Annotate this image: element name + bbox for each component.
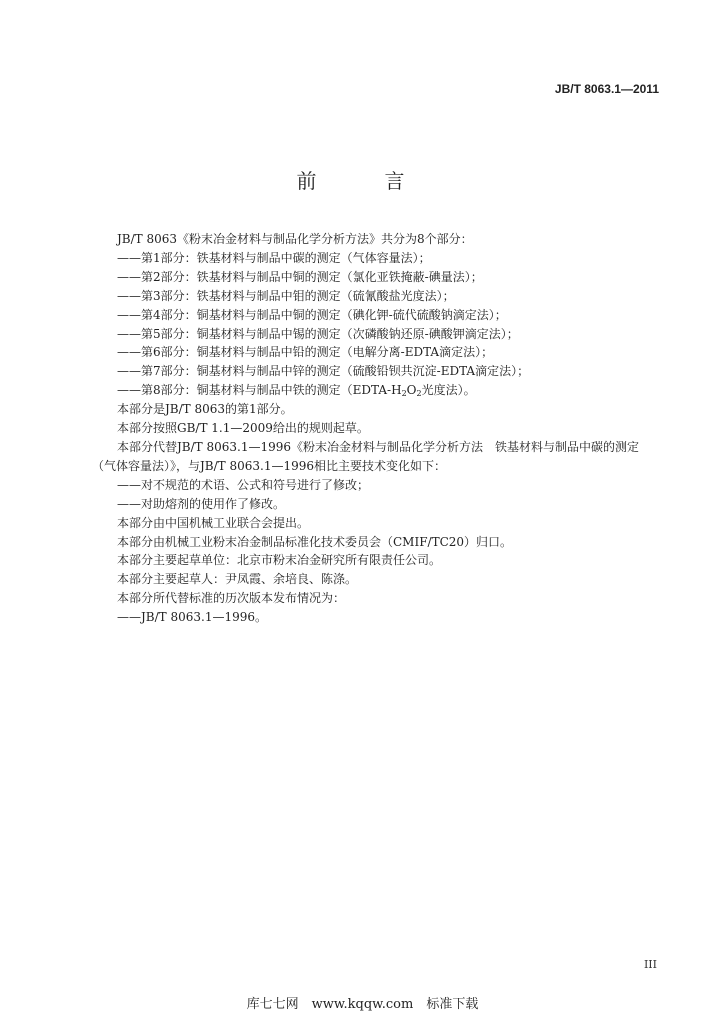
drafting-unit-statement: 本部分主要起草单位：北京市粉末冶金研究所有限责任公司。: [117, 553, 442, 568]
part-line-8: [106, 381, 666, 400]
part-line-3: ——第3部分：铁基材料与制品中钼的测定（硫氰酸盐光度法）；: [117, 288, 455, 303]
standard-code: JB/T 8063.1—2011: [554, 82, 659, 96]
page-title: 前 言: [296, 169, 429, 193]
part8-mid: O: [406, 383, 417, 398]
replaces-statement-line-2: （气体容量法）》，与JB/T 8063.1—1996相比主要技术变化如下：: [92, 458, 447, 473]
part-line-2: ——第2部分：铁基材料与制品中铜的测定（氯化亚铁掩蔽-碘量法）；: [117, 269, 483, 284]
part8-subscript-2: 2: [416, 389, 422, 399]
part-line-5: ——第5部分：铜基材料与制品中锡的测定（次磷酸钠还原-碘酸钾滴定法）；: [117, 326, 519, 341]
proposed-by-statement: 本部分由中国机械工业联合会提出。: [117, 515, 310, 530]
first-part-statement: 本部分是JB/T 8063的第1部分。: [117, 402, 293, 417]
intro-line: JB/T 8063《粉末冶金材料与制品化学分析方法》共分为8个部分：: [117, 232, 473, 246]
part8-subscript-1: 2: [401, 389, 407, 399]
part-line-7: ——第7部分：铜基材料与制品中锌的测定（硫酸铅钡共沉淀-EDTA滴定法）；: [117, 364, 530, 379]
part-line-4: ——第4部分：铜基材料与制品中铜的测定（碘化钾-硫代硫酸钠滴定法）；: [117, 307, 507, 322]
page-number: III: [643, 958, 657, 971]
part8-prefix: ——第8部分：铜基材料与制品中铁的测定（EDTA-H: [117, 383, 402, 398]
history-line-1: ——JB/T 8063.1—1996。: [117, 610, 268, 625]
history-intro-statement: 本部分所代替标准的历次版本发布情况为：: [117, 591, 346, 606]
change-line-1: ——对不规范的术语、公式和符号进行了修改；: [117, 477, 370, 492]
drafters-statement: 本部分主要起草人：尹凤霞、余培良、陈涤。: [117, 572, 358, 587]
part-line-1: ——第1部分：铁基材料与制品中碳的测定（气体容量法）；: [117, 250, 431, 265]
part-line-6: ——第6部分：铜基材料与制品中铅的测定（电解分离-EDTA滴定法）；: [117, 345, 494, 360]
drafting-rule-statement: 本部分按照GB/T 1.1—2009给出的规则起草。: [117, 421, 369, 436]
managed-by-statement: 本部分由机械工业粉末冶金制品标准化技术委员会（CMIF/TC20）归口。: [117, 534, 513, 549]
replaces-statement-line-1: 本部分代替JB/T 8063.1—1996《粉末冶金材料与制品化学分析方法 铁基材料与制品中碳的测定: [117, 439, 640, 454]
part8-suffix: 光度法）。: [421, 383, 476, 398]
document-body: [92, 230, 666, 627]
footer-watermark: 库七七网 www.kqqw.com 标准下载: [246, 997, 479, 1012]
change-line-2: ——对助熔剂的使用作了修改。: [117, 496, 286, 511]
